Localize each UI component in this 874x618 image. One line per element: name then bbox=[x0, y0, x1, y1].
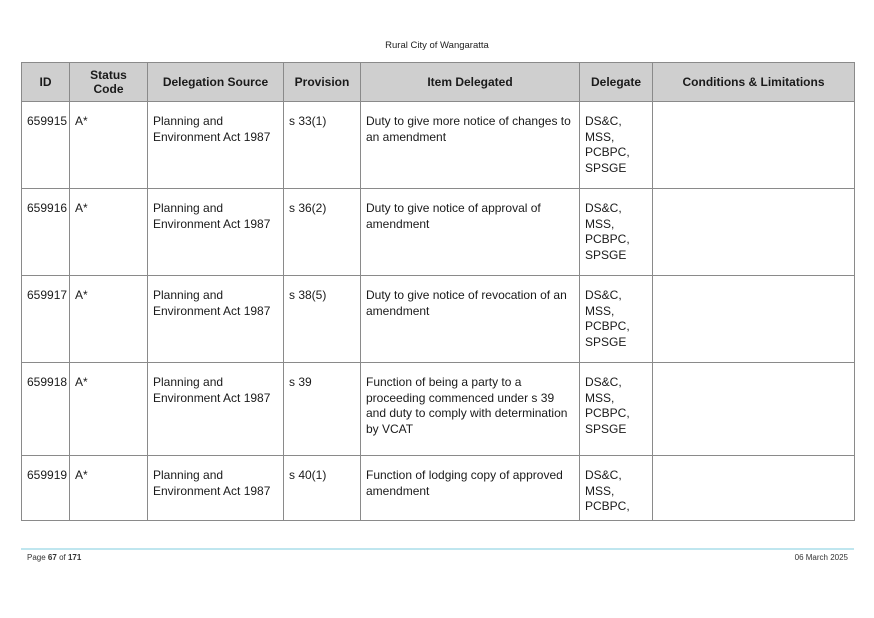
delegate-line: DS&C, bbox=[585, 375, 622, 389]
delegate-line: MSS, bbox=[585, 303, 615, 318]
cell-item-delegated: Duty to give notice of approval of amendment bbox=[361, 189, 580, 276]
page-word: Page bbox=[27, 553, 46, 562]
cell-delegate bbox=[580, 102, 653, 189]
cell-conditions bbox=[653, 102, 855, 189]
delegate-line: MSS, bbox=[585, 216, 615, 231]
cell-id: 659916 bbox=[22, 189, 70, 276]
delegate-line: MSS, bbox=[585, 129, 615, 144]
page-of-word: of bbox=[59, 553, 66, 562]
delegate-line: DS&C, bbox=[585, 468, 622, 482]
cell-provision: s 40(1) bbox=[284, 456, 361, 521]
cell-delegate bbox=[580, 456, 653, 521]
col-header-provision: Provision bbox=[284, 63, 361, 102]
cell-delegate bbox=[580, 363, 653, 456]
cell-item-delegated: Duty to give more notice of changes to an amendment bbox=[361, 102, 580, 189]
col-header-id: ID bbox=[22, 63, 70, 102]
delegate-line: SPSGE bbox=[585, 247, 627, 262]
cell-delegation-source: Planning and Environment Act 1987 bbox=[148, 102, 284, 189]
table-row bbox=[22, 363, 855, 456]
cell-id: 659915 bbox=[22, 102, 70, 189]
cell-item-delegated: Function of lodging copy of approved amendment bbox=[361, 456, 580, 521]
col-header-conditions: Conditions & Limitations bbox=[653, 63, 855, 102]
delegate-line: PCBPC, bbox=[585, 145, 630, 159]
delegate-line: PCBPC, bbox=[585, 319, 630, 333]
page-current: 67 bbox=[47, 553, 57, 562]
cell-status-code: A* bbox=[70, 456, 148, 521]
delegate-line: DS&C, bbox=[585, 201, 622, 215]
cell-item-delegated: Duty to give notice of revocation of an amendment bbox=[361, 276, 580, 363]
footer-date: 06 March 2025 bbox=[794, 553, 848, 562]
cell-status-code: A* bbox=[70, 363, 148, 456]
page-total: 171 bbox=[67, 553, 82, 562]
table-header-row bbox=[22, 63, 855, 102]
document-header-title: Rural City of Wangaratta bbox=[385, 40, 489, 51]
footer-divider bbox=[21, 548, 854, 550]
cell-status-code: A* bbox=[70, 276, 148, 363]
cell-delegate bbox=[580, 189, 653, 276]
delegation-table bbox=[21, 62, 855, 521]
cell-conditions bbox=[653, 276, 855, 363]
delegate-line: PCBPC, bbox=[585, 406, 630, 420]
table-row bbox=[22, 456, 855, 521]
col-header-delegation-source: Delegation Source bbox=[148, 63, 284, 102]
cell-provision: s 36(2) bbox=[284, 189, 361, 276]
table-row bbox=[22, 276, 855, 363]
cell-id: 659919 bbox=[22, 456, 70, 521]
cell-conditions bbox=[653, 456, 855, 521]
cell-provision: s 38(5) bbox=[284, 276, 361, 363]
delegate-line: DS&C, bbox=[585, 288, 622, 302]
cell-id: 659918 bbox=[22, 363, 70, 456]
delegate-line: PCBPC, bbox=[585, 499, 630, 513]
cell-delegation-source: Planning and Environment Act 1987 bbox=[148, 189, 284, 276]
col-header-status-code: Status Code bbox=[70, 63, 148, 102]
delegate-line: SPSGE bbox=[585, 160, 627, 175]
col-header-delegate: Delegate bbox=[580, 63, 653, 102]
delegate-line: MSS, bbox=[585, 483, 615, 498]
col-header-item-delegated: Item Delegated bbox=[361, 63, 580, 102]
table-row bbox=[22, 102, 855, 189]
cell-status-code: A* bbox=[70, 102, 148, 189]
cell-id: 659917 bbox=[22, 276, 70, 363]
cell-status-code: A* bbox=[70, 189, 148, 276]
cell-delegation-source: Planning and Environment Act 1987 bbox=[148, 276, 284, 363]
cell-delegation-source: Planning and Environment Act 1987 bbox=[148, 363, 284, 456]
cell-conditions bbox=[653, 363, 855, 456]
cell-provision: s 39 bbox=[284, 363, 361, 456]
page-number bbox=[27, 553, 81, 562]
delegate-line: SPSGE bbox=[585, 421, 627, 436]
delegate-line: MSS, bbox=[585, 390, 615, 405]
cell-delegate bbox=[580, 276, 653, 363]
delegate-line: PCBPC, bbox=[585, 232, 630, 246]
cell-delegation-source: Planning and Environment Act 1987 bbox=[148, 456, 284, 521]
delegate-line: SPSGE bbox=[585, 334, 627, 349]
cell-provision: s 33(1) bbox=[284, 102, 361, 189]
cell-conditions bbox=[653, 189, 855, 276]
cell-item-delegated: Function of being a party to a proceeding commenced under s 39 and duty to comply with determination by VCAT bbox=[361, 363, 580, 456]
table-row bbox=[22, 189, 855, 276]
delegate-line: DS&C, bbox=[585, 114, 622, 128]
